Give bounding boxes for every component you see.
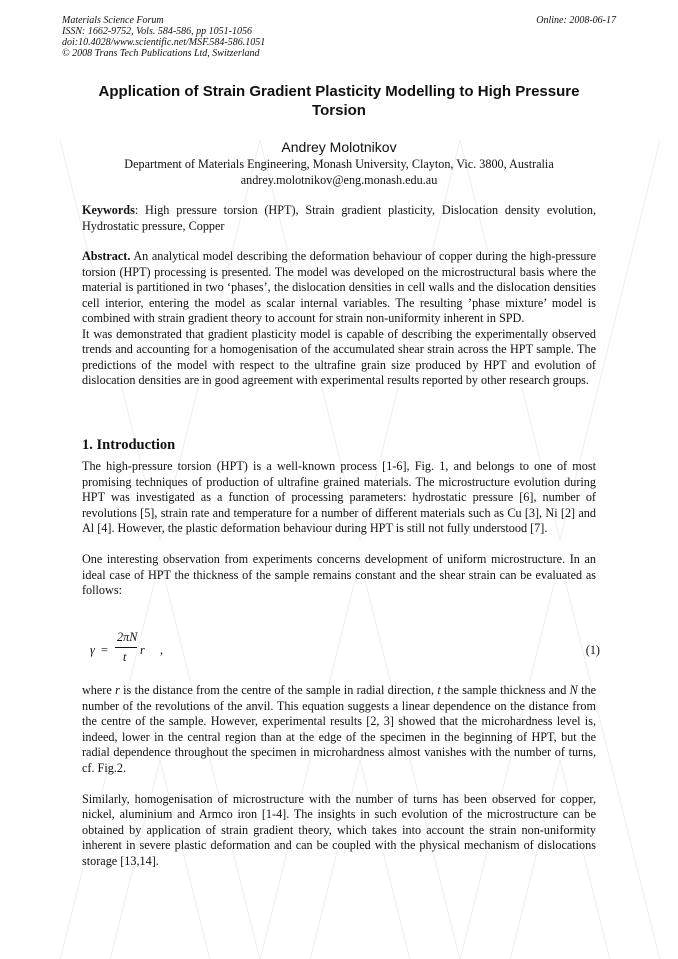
paper-title: Application of Strain Gradient Plasticity Modelling to High Pressure Torsion [98,83,580,119]
fraction-bar [115,647,137,648]
keywords-text: : High pressure torsion (HPT), Strain gradient plasticity, Dislocation density evolution, Hydrostatic pressure, Copper [82,203,596,233]
intro-block-bottom [82,683,596,869]
intro-paragraph-1: The high-pressure torsion (HPT) is a well-known process [1-6], Fig. 1, and belongs to one of most promising techniques of production of ultrafine grained materials. The microstructure evolution during HPT was investigated as a function of processing parameters: hydrostatic pressure [6], number of revolutions [5], strain rate and temperature for a number of different materials such as Cu [3], Ni [2] and Al [4]. However, the plastic deformation behaviour during HPT is still not fully understood [7]. [82,459,596,535]
keywords-label: Keywords [82,203,135,217]
abstract-label: Abstract. [82,249,131,263]
equation-numerator: 2πN [117,630,138,644]
abstract-paragraph-2: It was demonstrated that gradient plasticity model is capable of describing the experimentally observed trends and accounting for a homogenisation of the accumulated shear strain across the HPT sample. The predictions of the model with respect to the ultrafine grain size produced by HPT and evolution of dislocation densities are in good agreement with experimental results reported by other research groups. [82,326,596,387]
equation-1 [90,630,600,670]
equation-factor: r [140,643,145,657]
doi-line: doi:10.4028/www.scientific.net/MSF.584-586.1051 [62,37,266,48]
equation-number: (1) [585,643,600,657]
intro-paragraph-2: One interesting observation from experiments concerns development of uniform microstructure. In an ideal case of HPT the thickness of the sample remains constant and the shear strain can be evaluated as follows: [82,552,596,597]
running-header [62,15,265,59]
intro-paragraph-4: Similarly, homogenisation of microstructure with the number of turns has been observed for copper, nickel, aluminium and Armco iron [1-4]. The insights in such evolution of the microstructure can be obtained by application of strain gradient theory, which takes into account the strain non-uniformity inherent in severe plastic deformation and can be coupled with the physical mechanism of dislocations storage [13,14]. [82,791,596,868]
equation-denominator: t [123,650,127,664]
section-heading-introduction: 1. Introduction [82,437,176,453]
journal-name: Materials Science Forum [62,15,164,26]
author-name: Andrey Molotnikov [281,139,397,155]
affiliation: Department of Materials Engineering, Monash University, Clayton, Vic. 3800, Australia [124,157,554,171]
abstract-paragraph-1: An analytical model describing the deformation behaviour of copper during the high-pressure torsion (HPT) processing is presented. The model was developed on the microstructural basis where the material is partitioned in two ‘phases’, the dislocation densities in cell walls and the dislocation densities cell interior, entering the model as scalar internal variables. The resulting ’phase mixture’ model is combined with strain gradient theory to account for strain non-uniformity inherent in SPD. [82,249,596,325]
online-date: Online: 2008-06-17 [536,15,616,26]
intro-paragraph-3: where r is the distance from the centre of the sample in radial direction, t the sample thickness and N the number of the revolutions of the anvil. This equation suggests a linear dependence on the distance from the centre of the sample. However, experimental results [2, 3] showed that the microhardness level is, indeed, lower in the central region than at the edge of the specimen in the beginning of HPT, but the radial dependence throughout the specimen in microhardness almost vanishes with the number of turns, cf. Fig.2. [82,683,596,775]
equation-comma: , [160,643,164,657]
author-email: andrey.molotnikov@eng.monash.edu.au [240,173,438,187]
intro-block-top [82,459,596,599]
equation-equals: = [101,643,108,657]
issn-line: ISSN: 1662-9752, Vols. 584-586, pp 1051-1056 [62,26,252,37]
keywords-block [82,203,596,234]
affiliation-block [82,156,596,188]
equation-lhs: γ [90,643,95,657]
abstract-block [82,249,596,389]
copyright-line: © 2008 Trans Tech Publications Ltd, Switzerland [62,48,260,59]
